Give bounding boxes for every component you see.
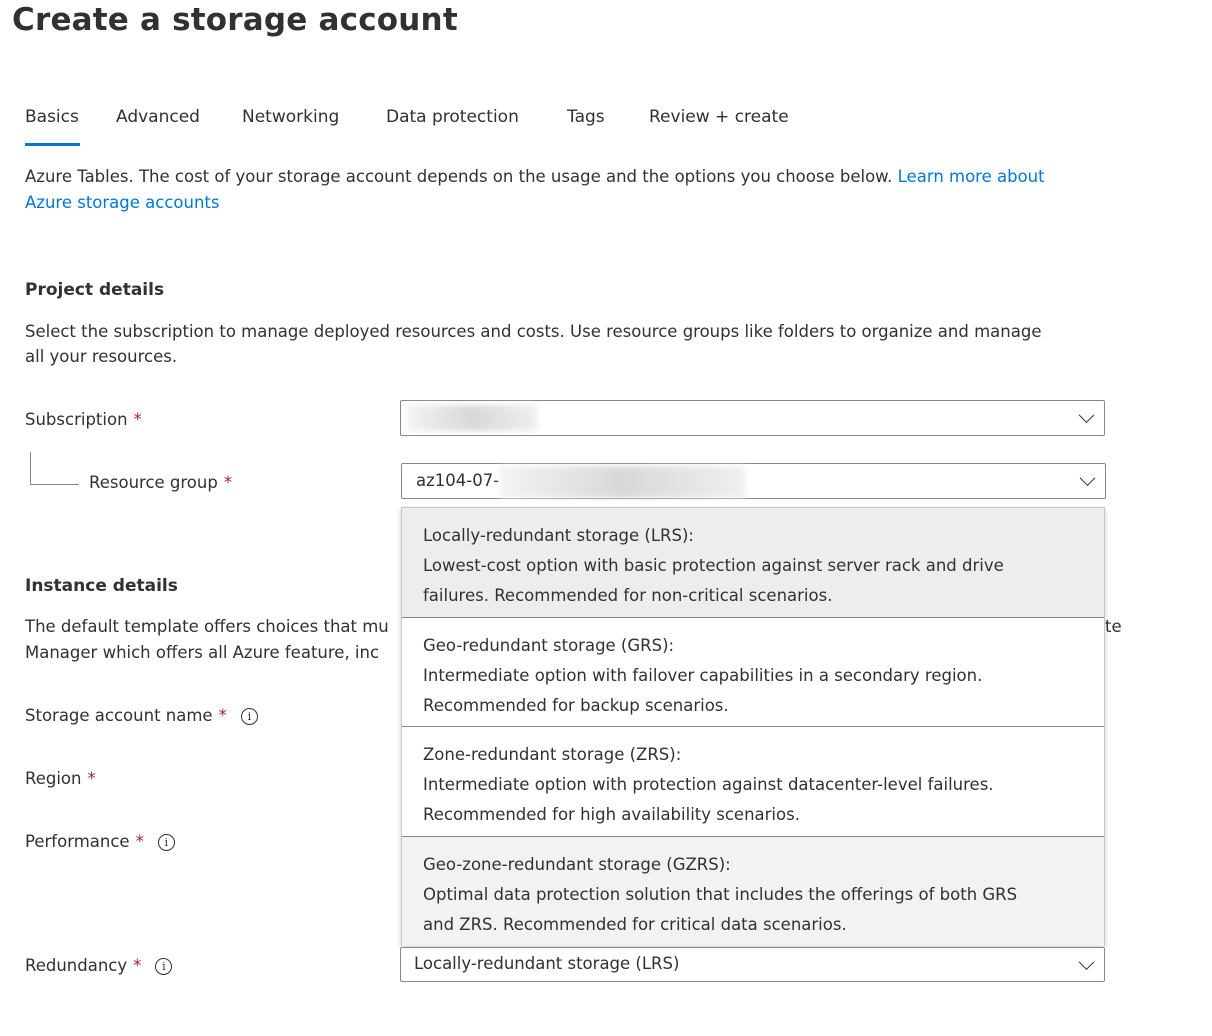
intro-clipped: Azure Tables. The cost of your storage account depends on the usage and the options you choose below.	[25, 167, 893, 186]
learn-more-link[interactable]: Learn more about	[897, 167, 1045, 186]
redundancy-dropdown[interactable]	[400, 947, 1105, 982]
chevron-down-icon	[1079, 954, 1095, 970]
required-mark: *	[135, 832, 144, 851]
tab-data-protection[interactable]: Data protection	[386, 107, 519, 127]
option-desc: Recommended for high availability scenarios.	[423, 805, 800, 824]
option-desc: Intermediate option with protection against datacenter-level failures.	[423, 775, 994, 794]
option-desc: Intermediate option with failover capabilities in a secondary region.	[423, 665, 983, 685]
project-details-heading: Project details	[25, 280, 165, 300]
required-mark: *	[133, 410, 142, 429]
label-text: Region	[25, 769, 82, 788]
option-desc: Lowest-cost option with basic protection against server rack and drive	[423, 556, 1004, 575]
tab-advanced[interactable]: Advanced	[116, 107, 200, 127]
required-mark: *	[87, 769, 96, 788]
label-text: Storage account name	[25, 706, 213, 725]
intro-text	[25, 167, 1045, 186]
storage-account-name-label	[25, 706, 258, 725]
performance-label	[25, 832, 175, 851]
resource-group-value: az104-07-	[416, 471, 500, 490]
option-grs[interactable]	[402, 618, 1104, 728]
azure-storage-accounts-link[interactable]: Azure storage accounts	[25, 193, 220, 212]
resource-group-label-text: Resource group	[89, 473, 218, 492]
subscription-label-text: Subscription	[25, 410, 128, 429]
required-mark: *	[223, 473, 233, 492]
chevron-down-icon	[1080, 470, 1096, 486]
label-text: Redundancy	[25, 956, 128, 975]
option-lrs[interactable]	[402, 508, 1104, 618]
info-icon[interactable]: i	[158, 834, 175, 851]
project-desc-1: Select the subscription to manage deployed resources and costs. Use resource groups like folders to organize and manage	[25, 322, 1042, 341]
redundancy-options-list	[401, 507, 1105, 946]
instance-desc-1: The default template offers choices that mu	[25, 617, 389, 636]
tab-networking[interactable]: Networking	[242, 107, 340, 127]
region-label	[25, 769, 96, 788]
tab-basics[interactable]: Basics	[25, 107, 79, 127]
instance-desc-2: Manager which offers all Azure feature, inc	[25, 643, 380, 662]
page-title: Create a storage account	[12, 2, 458, 38]
project-desc-2: all your resources.	[25, 347, 178, 366]
option-title: Geo-redundant storage (GRS):	[423, 635, 675, 655]
option-title: Zone-redundant storage (ZRS):	[423, 745, 682, 764]
required-mark: *	[218, 706, 227, 725]
option-desc: Recommended for backup scenarios.	[423, 695, 729, 715]
subscription-label	[25, 410, 142, 429]
required-mark: *	[133, 956, 142, 975]
chevron-down-icon	[1079, 407, 1095, 423]
option-gzrs[interactable]	[402, 837, 1104, 947]
option-desc: Optimal data protection solution that includes the offerings of both GRS	[423, 884, 1018, 904]
tab-review-create[interactable]: Review + create	[649, 107, 789, 127]
resource-group-dropdown[interactable]	[401, 463, 1106, 499]
label-text: Performance	[25, 832, 130, 851]
instance-desc-tail: te	[1105, 617, 1122, 636]
active-tab-indicator	[25, 143, 80, 146]
info-icon[interactable]: i	[155, 958, 172, 975]
tree-connector	[30, 452, 79, 485]
subscription-dropdown[interactable]	[400, 400, 1105, 436]
option-desc: failures. Recommended for non-critical scenarios.	[423, 586, 833, 605]
redundancy-value: Locally-redundant storage (LRS)	[414, 954, 680, 973]
info-icon[interactable]: i	[241, 708, 258, 725]
intro-clip	[0, 150, 1212, 188]
option-title: Geo-zone-redundant storage (GZRS):	[423, 854, 731, 874]
instance-details-heading: Instance details	[25, 576, 178, 596]
option-zrs[interactable]	[402, 727, 1104, 837]
redundancy-label	[25, 956, 172, 975]
option-desc: and ZRS. Recommended for critical data scenarios.	[423, 914, 847, 934]
redacted-resource-group	[500, 466, 745, 498]
option-title: Locally-redundant storage (LRS):	[423, 526, 694, 545]
tab-tags[interactable]: Tags	[567, 107, 605, 127]
redacted-subscription	[407, 405, 537, 431]
resource-group-label	[89, 473, 232, 492]
